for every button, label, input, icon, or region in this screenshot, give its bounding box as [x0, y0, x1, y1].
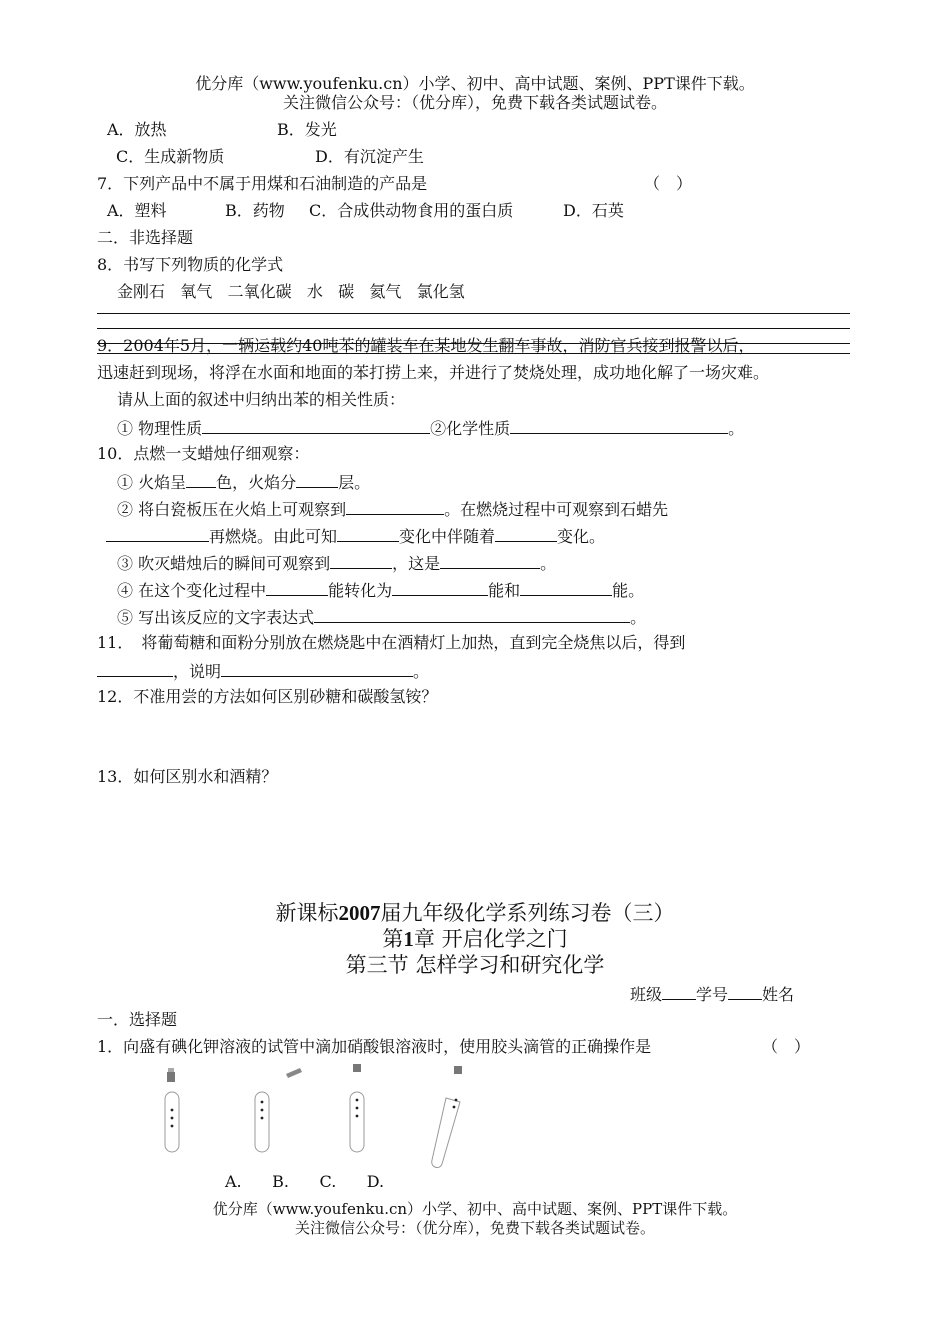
q13-stem: 13．如何区别水和酒精？ [97, 767, 278, 786]
label-c: C. [319, 1172, 337, 1191]
q6-option-d: D．有沉淀产生 [315, 147, 424, 166]
blank-reason[interactable] [440, 552, 540, 569]
q8-stem: 8．书写下列物质的化学式 [97, 255, 284, 274]
text: 。 [413, 662, 430, 681]
q7-option-c: C．合成供动物食用的蛋白质 [309, 201, 514, 220]
text: ② 将白瓷板压在火焰上可观察到 [117, 500, 347, 519]
text: 。在燃烧过程中可观察到石蜡先 [444, 500, 669, 519]
q8-item: 碳 [338, 282, 355, 301]
q10-step-5 [117, 606, 646, 628]
q10-step-2-cont [106, 525, 605, 547]
section-title: 第三节 怎样学习和研究化学 [345, 953, 605, 977]
blank-energy-to-1[interactable] [392, 579, 488, 596]
name-label: 姓名 [762, 985, 795, 1004]
q9-chemical-label: ②化学性质 [430, 419, 511, 438]
q8-item: 水 [306, 282, 323, 301]
q12-stem: 12．不准用尝的方法如何区别砂糖和碳酸氢铵？ [97, 687, 438, 706]
q7-option-a: A．塑料 [107, 201, 167, 220]
q10-stem: 10．点燃一支蜡烛仔细观察： [97, 444, 310, 463]
text: 能转化为 [328, 581, 393, 600]
blank-explanation[interactable] [221, 660, 413, 677]
footer-line-2: 关注微信公众号：（优分库），免费下载各类试题试卷。 [294, 1219, 655, 1237]
text: ，说明 [173, 662, 222, 681]
text: 能和 [488, 581, 521, 600]
q9-physical-label: ① 物理性质 [117, 419, 203, 438]
class-label: 班级 [630, 985, 663, 1004]
class-field[interactable] [662, 983, 696, 1000]
q7-stem: 7．下列产品中不属于用煤和石油制造的产品是 [97, 174, 428, 193]
q8-item: 氧气 [180, 282, 213, 301]
q8-substance-list [117, 282, 465, 302]
label-b: B. [272, 1172, 289, 1191]
header-line-2: 关注微信公众号：（优分库），免费下载各类试题试卷。 [282, 93, 667, 112]
text: 第 [382, 927, 404, 951]
label-a: A. [225, 1172, 242, 1191]
answer-line [97, 328, 850, 329]
dropper-bulb-d [454, 1066, 462, 1074]
text: 能。 [612, 581, 645, 600]
dropper-bulb-c [353, 1064, 361, 1072]
student-info-line [630, 983, 794, 1005]
test-tube-b [255, 1068, 302, 1152]
blank-energy-from[interactable] [266, 579, 328, 596]
blank-chemical-property[interactable] [510, 417, 728, 434]
q7-answer-paren: （ ） [644, 174, 693, 193]
text: 。 [630, 608, 647, 627]
student-number-label: 学号 [696, 985, 729, 1004]
dropper-tilted-b [286, 1068, 302, 1078]
text: ④ 在这个变化过程中 [117, 581, 267, 600]
blank-porcelain-observation[interactable] [346, 498, 444, 515]
blank-physical-property[interactable] [202, 417, 430, 434]
q7-option-b: B．药物 [225, 201, 285, 220]
text: 章 开启化学之门 [413, 927, 568, 951]
q9-line-3: 请从上面的叙述中归纳出苯的相关性质： [117, 390, 406, 409]
chapter-number: 1 [403, 927, 414, 951]
blank-flame-color[interactable] [186, 471, 216, 488]
text: 变化中伴随着 [399, 527, 496, 546]
blank-wax-first[interactable] [106, 525, 209, 542]
blank-word-equation[interactable] [314, 606, 630, 623]
test-tube-d [432, 1066, 462, 1167]
dropper-bulb-a [167, 1072, 175, 1082]
q11-line-1: 11． 将葡萄糖和面粉分别放在燃烧匙中在酒精灯上加热，直到完全烧焦以后，得到 [97, 633, 686, 652]
q11-line-2 [97, 660, 429, 682]
section-heading-nonchoice: 二．非选择题 [97, 228, 194, 247]
q10-step-2 [117, 498, 668, 520]
chapter-title [0, 926, 950, 952]
blank-energy-to-2[interactable] [520, 579, 612, 596]
q8-item: 氦气 [369, 282, 402, 301]
test-tube-c [350, 1064, 364, 1152]
answer-line [97, 313, 850, 314]
text: 届九年级化学系列练习卷（三） [380, 901, 675, 925]
year: 2007 [338, 901, 381, 925]
label-d: D. [366, 1172, 385, 1191]
q6-option-c: C．生成新物质 [116, 147, 225, 166]
q6-option-a: A．放热 [107, 120, 167, 139]
q10-step-4 [117, 579, 644, 601]
blank-result[interactable] [97, 660, 173, 677]
header-line-1: 优分库（www.youfenku.cn）小学、初中、高中试题、案例、PPT课件下载。 [195, 74, 755, 93]
figure-labels [225, 1172, 384, 1192]
text: 新课标 [275, 901, 339, 925]
section-heading-choice: 一．选择题 [97, 1010, 178, 1029]
student-number-field[interactable] [728, 983, 762, 1000]
q7-option-d: D．石英 [563, 201, 624, 220]
text: ③ 吹灭蜡烛后的瞬间可观察到 [117, 554, 331, 573]
text: ① 火焰呈 [117, 473, 187, 492]
text: 色，火焰分 [216, 473, 297, 492]
text: 再燃烧。由此可知 [209, 527, 338, 546]
text: 。 [540, 554, 557, 573]
punctuation: 。 [728, 419, 745, 438]
blank-extinguish-observation[interactable] [330, 552, 392, 569]
dropper-test-tube-figure [150, 1060, 490, 1170]
footer-line-1: 优分库（www.youfenku.cn）小学、初中、高中试题、案例、PPT课件下载。 [212, 1200, 738, 1218]
q9-line-1: 9．2004年5月，一辆运载约40吨苯的罐装车在某地发生翻车事故，消防官兵接到报警以后， [97, 336, 755, 355]
text: ，这是 [392, 554, 441, 573]
q10-step-1 [117, 471, 370, 493]
q9-line-2: 迅速赶到现场，将浮在水面和地面的苯打捞上来，并进行了焚烧处理，成功地化解了一场灾难。 [97, 363, 770, 382]
q9-property-line [117, 417, 744, 439]
q1-answer-paren: （ ） [762, 1037, 811, 1056]
q6-option-b: B．发光 [277, 120, 337, 139]
text: 层。 [338, 473, 371, 492]
paper-title [0, 900, 950, 926]
text: ⑤ 写出该反应的文字表达式 [117, 608, 315, 627]
q8-item: 二氧化碳 [227, 282, 292, 301]
test-tube-a [165, 1068, 179, 1152]
blank-change-type-1[interactable] [337, 525, 399, 542]
blank-change-type-2[interactable] [495, 525, 557, 542]
q8-item: 氯化氢 [416, 282, 465, 301]
q8-item: 金刚石 [117, 282, 166, 301]
q10-step-3 [117, 552, 556, 574]
blank-flame-layers[interactable] [296, 471, 338, 488]
text: 变化。 [557, 527, 606, 546]
q1-stem: 1．向盛有碘化钾溶液的试管中滴加硝酸银溶液时，使用胶头滴管的正确操作是 [97, 1037, 652, 1056]
